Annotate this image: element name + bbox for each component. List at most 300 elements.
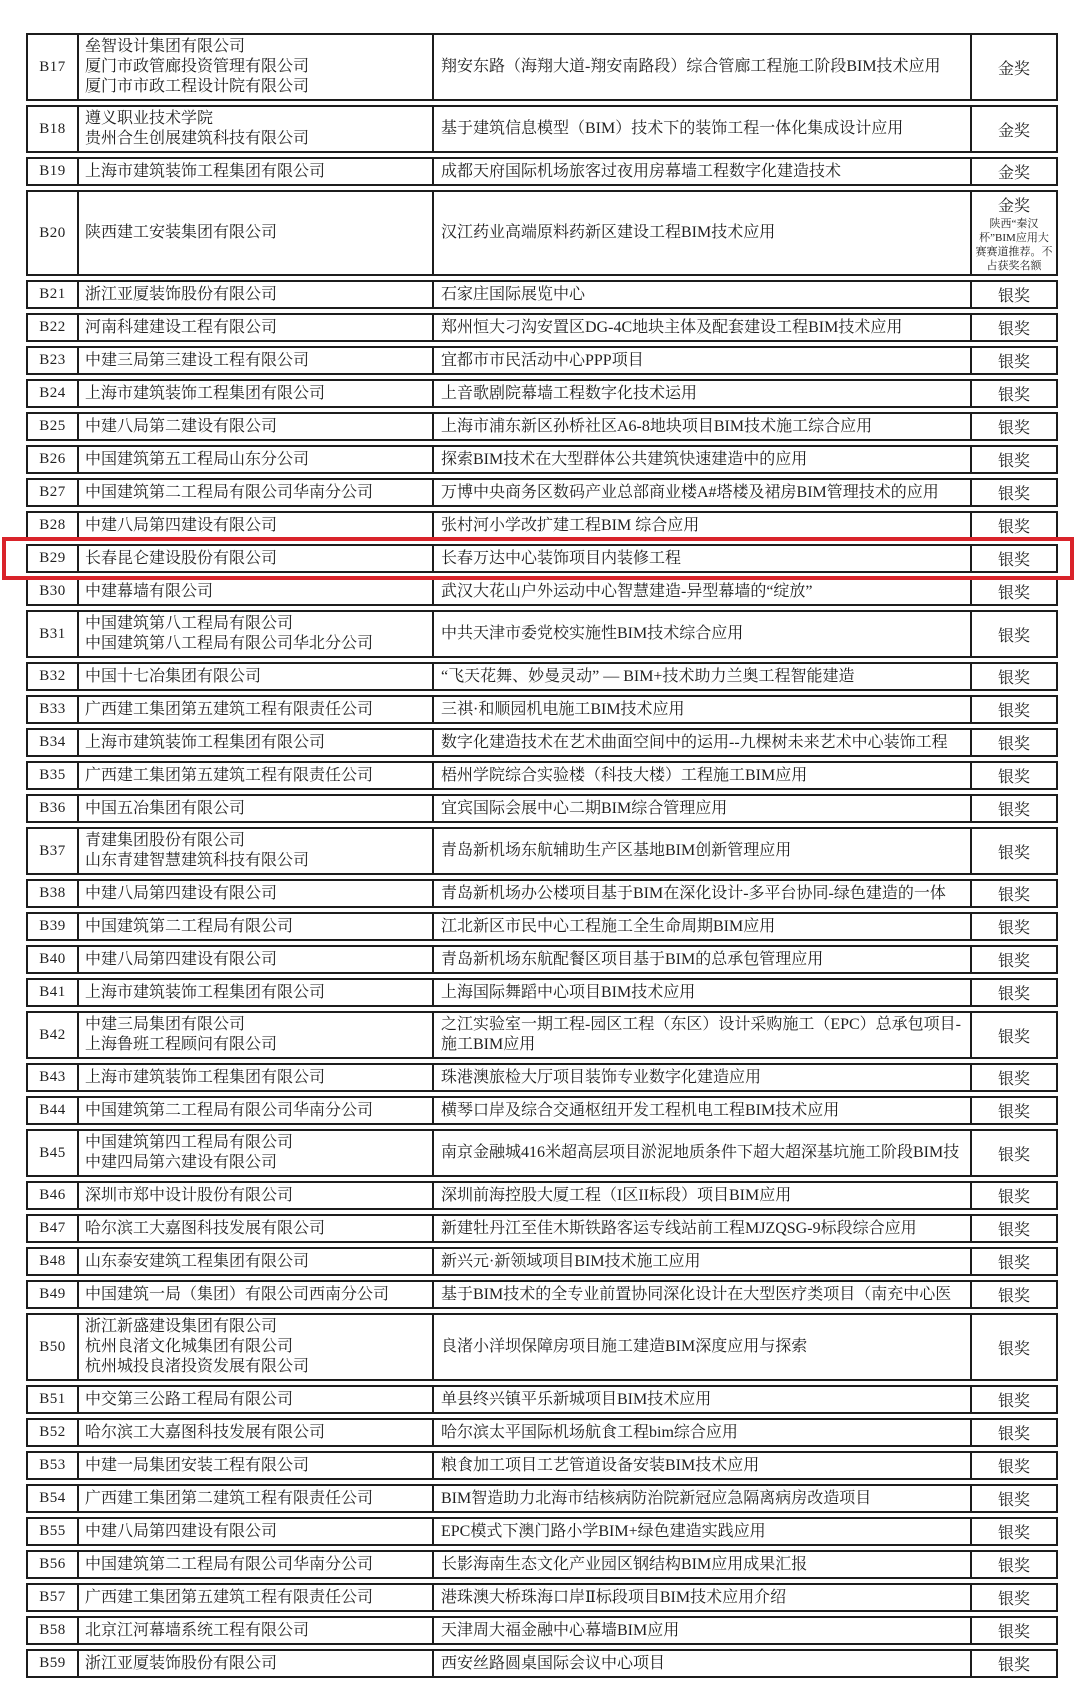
project-name: 汉江药业高端原料药新区建设工程BIM技术应用 <box>434 192 972 274</box>
award-cell <box>972 1013 1056 1057</box>
table-row <box>26 511 1058 540</box>
table-row <box>26 33 1058 101</box>
entry-id: B27 <box>28 480 79 505</box>
project-name: 成都天府国际机场旅客过夜用房幕墙工程数字化建造技术 <box>434 159 972 184</box>
table-row <box>26 1247 1058 1276</box>
award-cell <box>972 480 1056 505</box>
entry-id: B18 <box>28 107 79 151</box>
award-cell <box>972 546 1056 571</box>
company-name: 浙江亚厦装饰股份有限公司 <box>85 285 278 303</box>
company-name: 中建八局第四建设有限公司 <box>85 516 278 534</box>
award-label: 银奖 <box>997 920 1030 937</box>
company-cell <box>79 447 434 472</box>
award-label: 银奖 <box>997 420 1030 437</box>
company-name: 中国建筑第二工程局有限公司华南分公司 <box>85 1101 374 1119</box>
table-row <box>26 1649 1058 1678</box>
project-name: 宜宾国际会展中心二期BIM综合管理应用 <box>434 796 972 821</box>
company-cell <box>79 1420 434 1445</box>
project-name: 长影海南生态文化产业园区钢结构BIM应用成果汇报 <box>434 1552 972 1577</box>
award-label: 银奖 <box>997 1591 1030 1608</box>
award-label: 银奖 <box>997 453 1030 470</box>
company-cell <box>79 513 434 538</box>
company-cell <box>79 697 434 722</box>
company-cell <box>79 914 434 939</box>
company-cell <box>79 315 434 340</box>
entry-id: B47 <box>28 1216 79 1241</box>
project-name: 西安丝路圆桌国际会议中心项目 <box>434 1651 972 1676</box>
table-row <box>26 1181 1058 1210</box>
table-row <box>26 1418 1058 1447</box>
award-label: 银奖 <box>997 844 1030 862</box>
entry-id: B58 <box>28 1618 79 1643</box>
entry-id: B48 <box>28 1249 79 1274</box>
award-cell <box>972 1131 1056 1175</box>
project-name: 数字化建造技术在艺术曲面空间中的运用--九棵树未来艺术中心装饰工程 <box>434 730 972 755</box>
table-row <box>26 610 1058 658</box>
project-name: 武汉大花山户外运动中心智慧建造-异型幕墙的“绽放” <box>434 579 972 604</box>
company-name: 上海市建筑装饰工程集团有限公司 <box>85 983 326 1001</box>
award-cell <box>972 1216 1056 1241</box>
company-name: 上海市建筑装饰工程集团有限公司 <box>85 384 326 402</box>
table-row <box>26 105 1058 153</box>
table-row <box>26 1484 1058 1513</box>
entry-id: B32 <box>28 664 79 689</box>
company-name: 垒智设计集团有限公司 <box>85 38 246 55</box>
company-name: 杭州良渚文化城集团有限公司 <box>85 1338 294 1355</box>
award-cell <box>972 414 1056 439</box>
entry-id: B52 <box>28 1420 79 1445</box>
award-label: 银奖 <box>997 1426 1030 1443</box>
award-cell <box>972 107 1056 151</box>
entry-id: B22 <box>28 315 79 340</box>
company-cell <box>79 159 434 184</box>
award-label: 银奖 <box>997 486 1030 503</box>
company-name: 遵义职业技术学院 <box>85 110 214 127</box>
entry-id: B46 <box>28 1183 79 1208</box>
company-name: 北京江河幕墙系统工程有限公司 <box>85 1621 310 1639</box>
company-name: 广西建工集团第五建筑工程有限责任公司 <box>85 700 374 718</box>
award-cell <box>972 829 1056 873</box>
award-cell <box>972 914 1056 939</box>
entry-id: B35 <box>28 763 79 788</box>
project-name: BIM智造助力北海市结核病防治院新冠应急隔离病房改造项目 <box>434 1486 972 1511</box>
project-name: 之江实验室一期工程-园区工程（东区）设计采购施工（EPC）总承包项目-施工BIM应用 <box>434 1013 972 1057</box>
company-name: 中国建筑第四工程局有限公司 <box>85 1134 294 1151</box>
award-label: 银奖 <box>997 1657 1030 1674</box>
company-name: 广西建工集团第五建筑工程有限责任公司 <box>85 766 374 784</box>
company-cell <box>79 1618 434 1643</box>
company-cell <box>79 381 434 406</box>
entry-id: B29 <box>28 546 79 571</box>
company-cell <box>79 1387 434 1412</box>
company-name: 长春昆仑建设股份有限公司 <box>85 549 278 567</box>
award-label: 银奖 <box>997 736 1030 753</box>
entry-id: B36 <box>28 796 79 821</box>
table-row <box>26 978 1058 1007</box>
award-cell <box>972 947 1056 972</box>
award-cell <box>972 1552 1056 1577</box>
company-cell <box>79 192 434 274</box>
entry-id: B59 <box>28 1651 79 1676</box>
table-row <box>26 157 1058 186</box>
company-name: 中国建筑一局（集团）有限公司西南分公司 <box>85 1285 390 1303</box>
table-row <box>26 827 1058 875</box>
award-cell <box>972 881 1056 906</box>
company-cell <box>79 1519 434 1544</box>
entry-id: B43 <box>28 1065 79 1090</box>
company-cell <box>79 763 434 788</box>
company-name: 中建一局集团安装工程有限公司 <box>85 1456 310 1474</box>
table-row <box>26 879 1058 908</box>
award-cell <box>972 1315 1056 1379</box>
award-label: 银奖 <box>997 1492 1030 1509</box>
award-label: 银奖 <box>997 1558 1030 1575</box>
entry-id: B37 <box>28 829 79 873</box>
company-cell <box>79 1131 434 1175</box>
entry-id: B24 <box>28 381 79 406</box>
entry-id: B42 <box>28 1013 79 1057</box>
award-label: 银奖 <box>997 1146 1030 1164</box>
project-name: 港珠澳大桥珠海口岸Ⅱ标段项目BIM技术应用介绍 <box>434 1585 972 1610</box>
table-row <box>26 412 1058 441</box>
company-cell <box>79 1585 434 1610</box>
company-cell <box>79 1315 434 1379</box>
company-name: 浙江新盛建设集团有限公司 <box>85 1318 278 1335</box>
company-cell <box>79 612 434 656</box>
award-cell <box>972 1618 1056 1643</box>
award-label: 银奖 <box>997 670 1030 687</box>
table-row <box>26 662 1058 691</box>
award-label: 银奖 <box>997 1525 1030 1542</box>
table-row <box>26 1517 1058 1546</box>
company-name: 中国建筑第二工程局有限公司华南分公司 <box>85 1555 374 1573</box>
project-name: 青岛新机场东航辅助生产区基地BIM创新管理应用 <box>434 829 972 873</box>
project-name: 郑州恒大刁沟安置区DG-4C地块主体及配套建设工程BIM技术应用 <box>434 315 972 340</box>
award-cell <box>972 1453 1056 1478</box>
award-cell <box>972 1282 1056 1307</box>
entry-id: B39 <box>28 914 79 939</box>
company-name: 青建集团股份有限公司 <box>85 832 246 849</box>
project-name: 梧州学院综合实验楼（科技大楼）工程施工BIM应用 <box>434 763 972 788</box>
award-label: 银奖 <box>997 1028 1030 1046</box>
table-row <box>26 761 1058 790</box>
company-name: 广西建工集团第二建筑工程有限责任公司 <box>85 1489 374 1507</box>
company-name: 中国五冶集团有限公司 <box>85 799 246 817</box>
project-name: 深圳前海控股大厦工程（I区II标段）项目BIM应用 <box>434 1183 972 1208</box>
company-name: 中建八局第四建设有限公司 <box>85 884 278 902</box>
project-name: 基于建筑信息模型（BIM）技术下的装饰工程一体化集成设计应用 <box>434 107 972 151</box>
company-cell <box>79 796 434 821</box>
company-name: 中建幕墙有限公司 <box>85 582 214 600</box>
entry-id: B57 <box>28 1585 79 1610</box>
award-table <box>26 33 1058 1682</box>
table-row <box>26 912 1058 941</box>
award-label: 金奖 <box>997 60 1030 78</box>
award-label: 银奖 <box>997 802 1030 819</box>
company-name: 上海鲁班工程顾问有限公司 <box>85 1036 278 1053</box>
entry-id: B31 <box>28 612 79 656</box>
project-name: 南京金融城416米超高层项目淤泥地质条件下超大超深基坑施工阶段BIM技 <box>434 1131 972 1175</box>
company-name: 深圳市郑中设计股份有限公司 <box>85 1186 294 1204</box>
company-name: 中国建筑第八工程局有限公司 <box>85 615 294 632</box>
project-name: 青岛新机场办公楼项目基于BIM在深化设计-多平台协同-绿色建造的一体 <box>434 881 972 906</box>
entry-id: B25 <box>28 414 79 439</box>
project-name: “飞天花舞、妙曼灵动” — BIM+技术助力兰奥工程智能建造 <box>434 664 972 689</box>
project-name: 基于BIM技术的全专业前置协同深化设计在大型医疗类项目（南充中心医 <box>434 1282 972 1307</box>
company-name: 中建四局第六建设有限公司 <box>85 1154 278 1171</box>
award-label: 银奖 <box>997 703 1030 720</box>
award-label: 金奖 <box>997 198 1030 215</box>
table-row <box>26 445 1058 474</box>
table-row <box>26 313 1058 342</box>
award-cell <box>972 282 1056 307</box>
award-label: 银奖 <box>997 887 1030 904</box>
entry-id: B56 <box>28 1552 79 1577</box>
company-name: 中交第三公路工程局有限公司 <box>85 1390 294 1408</box>
entry-id: B20 <box>28 192 79 274</box>
project-name: 江北新区市民中心工程施工全生命周期BIM应用 <box>434 914 972 939</box>
project-name: 万博中央商务区数码产业总部商业楼A#塔楼及裙房BIM管理技术的应用 <box>434 480 972 505</box>
company-name: 贵州合生创展建筑科技有限公司 <box>85 130 310 147</box>
company-name: 哈尔滨工大嘉图科技发展有限公司 <box>85 1219 326 1237</box>
table-row <box>26 346 1058 375</box>
table-row <box>26 794 1058 823</box>
award-label: 银奖 <box>997 1393 1030 1410</box>
entry-id: B33 <box>28 697 79 722</box>
entry-id: B41 <box>28 980 79 1005</box>
award-cell <box>972 35 1056 99</box>
project-name: 长春万达中心装饰项目内装修工程 <box>434 546 972 571</box>
table-row <box>26 577 1058 606</box>
award-cell <box>972 1651 1056 1676</box>
table-row <box>26 1385 1058 1414</box>
award-label: 银奖 <box>997 1288 1030 1305</box>
table-row <box>26 544 1058 573</box>
award-label: 银奖 <box>997 519 1030 536</box>
table-row <box>26 1313 1058 1381</box>
award-cell <box>972 348 1056 373</box>
company-name: 哈尔滨工大嘉图科技发展有限公司 <box>85 1423 326 1441</box>
company-cell <box>79 1183 434 1208</box>
company-name: 杭州城投良渚投资发展有限公司 <box>85 1358 310 1375</box>
project-name: 哈尔滨太平国际机场航食工程bim综合应用 <box>434 1420 972 1445</box>
project-name: 上海国际舞蹈中心项目BIM技术应用 <box>434 980 972 1005</box>
award-cell <box>972 579 1056 604</box>
award-cell <box>972 1065 1056 1090</box>
company-cell <box>79 282 434 307</box>
company-cell <box>79 348 434 373</box>
project-name: 良渚小洋坝保障房项目施工建造BIM深度应用与探索 <box>434 1315 972 1379</box>
company-cell <box>79 1216 434 1241</box>
award-cell <box>972 697 1056 722</box>
project-name: 新兴元·新领域项目BIM技术施工应用 <box>434 1249 972 1274</box>
company-name: 厦门市市政工程设计院有限公司 <box>85 78 310 95</box>
project-name: 翔安东路（海翔大道-翔安南路段）综合管廊工程施工阶段BIM技术应用 <box>434 35 972 99</box>
table-row <box>26 1214 1058 1243</box>
award-label: 银奖 <box>997 288 1030 305</box>
table-row <box>26 1129 1058 1177</box>
entry-id: B53 <box>28 1453 79 1478</box>
award-cell <box>972 763 1056 788</box>
award-cell <box>972 1249 1056 1274</box>
project-name: 天津周大福金融中心幕墙BIM应用 <box>434 1618 972 1643</box>
company-name: 广西建工集团第五建筑工程有限责任公司 <box>85 1588 374 1606</box>
award-cell <box>972 447 1056 472</box>
award-cell <box>972 192 1056 274</box>
award-label: 银奖 <box>997 1340 1030 1358</box>
award-label: 银奖 <box>997 1071 1030 1088</box>
award-cell <box>972 664 1056 689</box>
award-cell <box>972 1486 1056 1511</box>
project-name: 石家庄国际展览中心 <box>434 282 972 307</box>
award-cell <box>972 1183 1056 1208</box>
project-name: 中共天津市委党校实施性BIM技术综合应用 <box>434 612 972 656</box>
company-name: 中建八局第二建设有限公司 <box>85 417 278 435</box>
entry-id: B30 <box>28 579 79 604</box>
entry-id: B23 <box>28 348 79 373</box>
table-row <box>26 190 1058 276</box>
table-row <box>26 1011 1058 1059</box>
award-cell <box>972 381 1056 406</box>
award-cell <box>972 315 1056 340</box>
table-row <box>26 945 1058 974</box>
company-name: 中建八局第四建设有限公司 <box>85 1522 278 1540</box>
company-name: 浙江亚厦装饰股份有限公司 <box>85 1654 278 1672</box>
award-cell <box>972 1585 1056 1610</box>
award-label: 银奖 <box>997 585 1030 602</box>
company-name: 山东青建智慧建筑科技有限公司 <box>85 852 310 869</box>
award-cell <box>972 1519 1056 1544</box>
company-name: 上海市建筑装饰工程集团有限公司 <box>85 733 326 751</box>
award-cell <box>972 980 1056 1005</box>
company-cell <box>79 107 434 151</box>
project-name: 横琴口岸及综合交通枢纽开发工程机电工程BIM技术应用 <box>434 1098 972 1123</box>
award-label: 银奖 <box>997 953 1030 970</box>
company-cell <box>79 579 434 604</box>
entry-id: B26 <box>28 447 79 472</box>
entry-id: B28 <box>28 513 79 538</box>
company-cell <box>79 35 434 99</box>
table-row <box>26 728 1058 757</box>
company-name: 中国建筑第二工程局有限公司华南分公司 <box>85 483 374 501</box>
entry-id: B17 <box>28 35 79 99</box>
project-name: EPC模式下澳门路小学BIM+绿色建造实践应用 <box>434 1519 972 1544</box>
entry-id: B44 <box>28 1098 79 1123</box>
company-cell <box>79 1651 434 1676</box>
award-label: 银奖 <box>997 387 1030 404</box>
project-name: 三祺·和顺园机电施工BIM技术应用 <box>434 697 972 722</box>
entry-id: B50 <box>28 1315 79 1379</box>
award-label: 金奖 <box>997 165 1030 182</box>
company-cell <box>79 1249 434 1274</box>
award-label: 银奖 <box>997 1459 1030 1476</box>
company-name: 中国建筑第八工程局有限公司华北分公司 <box>85 635 374 652</box>
entry-id: B19 <box>28 159 79 184</box>
company-name: 上海市建筑装饰工程集团有限公司 <box>85 162 326 180</box>
company-cell <box>79 947 434 972</box>
entry-id: B40 <box>28 947 79 972</box>
table-row <box>26 1063 1058 1092</box>
company-cell <box>79 1065 434 1090</box>
table-row <box>26 695 1058 724</box>
company-name: 中国建筑第二工程局有限公司 <box>85 917 294 935</box>
entry-id: B55 <box>28 1519 79 1544</box>
award-cell <box>972 730 1056 755</box>
company-cell <box>79 664 434 689</box>
company-name: 河南科建建设工程有限公司 <box>85 318 278 336</box>
award-label: 银奖 <box>997 986 1030 1003</box>
award-cell <box>972 1420 1056 1445</box>
project-name: 新建牡丹江至佳木斯铁路客运专线站前工程MJZQSG-9标段综合应用 <box>434 1216 972 1241</box>
table-row <box>26 1583 1058 1612</box>
company-cell <box>79 1282 434 1307</box>
company-cell <box>79 1486 434 1511</box>
award-cell <box>972 612 1056 656</box>
award-label: 银奖 <box>997 1222 1030 1239</box>
entry-id: B54 <box>28 1486 79 1511</box>
award-cell <box>972 1387 1056 1412</box>
table-row <box>26 379 1058 408</box>
award-label: 银奖 <box>997 1624 1030 1641</box>
award-note: 陕西“秦汉杯”BIM应用大赛赛道推荐。不占获奖名额 <box>975 218 1053 272</box>
table-row <box>26 1550 1058 1579</box>
project-name: 张村河小学改扩建工程BIM 综合应用 <box>434 513 972 538</box>
award-label: 金奖 <box>997 122 1030 140</box>
company-cell <box>79 881 434 906</box>
award-cell <box>972 513 1056 538</box>
company-cell <box>79 1098 434 1123</box>
project-name: 单县终兴镇平乐新城项目BIM技术应用 <box>434 1387 972 1412</box>
table-row <box>26 1451 1058 1480</box>
entry-id: B45 <box>28 1131 79 1175</box>
company-name: 中建三局第三建设工程有限公司 <box>85 351 310 369</box>
project-name: 宜都市市民活动中心PPP项目 <box>434 348 972 373</box>
company-name: 中国十七冶集团有限公司 <box>85 667 262 685</box>
table-row <box>26 280 1058 309</box>
company-cell <box>79 414 434 439</box>
company-cell <box>79 1453 434 1478</box>
project-name: 探索BIM技术在大型群体公共建筑快速建造中的应用 <box>434 447 972 472</box>
award-cell <box>972 1098 1056 1123</box>
company-name: 山东泰安建筑工程集团有限公司 <box>85 1252 310 1270</box>
award-cell <box>972 796 1056 821</box>
table-row <box>26 1616 1058 1645</box>
company-cell <box>79 980 434 1005</box>
award-label: 银奖 <box>997 354 1030 371</box>
company-cell <box>79 546 434 571</box>
company-cell <box>79 829 434 873</box>
company-cell <box>79 480 434 505</box>
award-cell <box>972 159 1056 184</box>
entry-id: B21 <box>28 282 79 307</box>
company-name: 厦门市政管廊投资管理有限公司 <box>85 58 310 75</box>
company-name: 上海市建筑装饰工程集团有限公司 <box>85 1068 326 1086</box>
entry-id: B49 <box>28 1282 79 1307</box>
award-label: 银奖 <box>997 552 1030 569</box>
award-label: 银奖 <box>997 1104 1030 1121</box>
company-cell <box>79 1552 434 1577</box>
award-label: 银奖 <box>997 1255 1030 1272</box>
project-name: 上海市浦东新区孙桥社区A6-8地块项目BIM技术施工综合应用 <box>434 414 972 439</box>
award-label: 银奖 <box>997 769 1030 786</box>
award-label: 银奖 <box>997 1189 1030 1206</box>
company-name: 中建八局第四建设有限公司 <box>85 950 278 968</box>
award-label: 银奖 <box>997 321 1030 338</box>
company-name: 陕西建工安装集团有限公司 <box>85 224 278 241</box>
company-cell <box>79 1013 434 1057</box>
project-name: 珠港澳旅检大厅项目装饰专业数字化建造应用 <box>434 1065 972 1090</box>
company-cell <box>79 730 434 755</box>
